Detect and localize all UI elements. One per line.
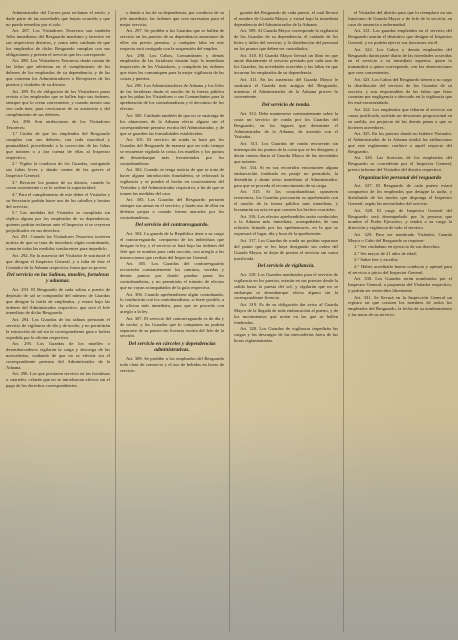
paragraph: Art. 331. Se llevará en la Inspección General un registro en que consten los nombres de todos los empleados del Resguardo, la fecha de su nombramiento y las notas de su servicio. <box>348 294 452 318</box>
paragraph: 1.° Cuidar de que los empleados del Resguardo cumplan con sus deberes, con toda exactitud y puntualidad, procediendo a la corrección de las faltas que notaren o a dar cuenta de ellas al Inspector respectivo; <box>6 131 110 160</box>
paragraph: Art. 330. Los Guardas serán nombrados por el Inspector General, a propuesta del Visitador respectivo, y podrán ser removidos libremente. <box>348 276 452 293</box>
text-column-2 <box>120 10 224 636</box>
section-heading: Organización personal del resguardo <box>358 174 442 181</box>
column-rule <box>115 10 116 632</box>
paragraph: Art. 315. Si los contrabandistas opusieren resistencia, los Guardas procurarán su aprehensión con el auxilio de la fuerza pública más inmediata, y levantarán un acta en que consten los hechos ocurridos. <box>234 189 338 213</box>
section-heading: Del servicio del contraresguardo. <box>135 222 209 229</box>
paragraph: Art. 312. Debe mantenerse constantemente sobre la costa un servicio de ronda por los Guardas del Resguardo, en los lugares que determine el Administrador de la Aduana, de acuerdo con el Visitador. <box>234 110 338 140</box>
paragraph: 4.° Haber acreditado buena conducta y aptitud para el servicio a juicio del Inspector General. <box>348 263 452 275</box>
paragraph: Art. 304. La guarda de la República tiene a su cargo el contraresguardo, compuesto de los individuos que designe la ley, y el servicio se hará bajo las órdenes del Jefe que se nombre para cada sección, con arreglo a las instrucciones que reciban del Inspector General. <box>120 231 224 260</box>
paragraph: 2.° Vigilar la conducta de los Guardas, castigando sus faltas leves y dando cuenta de las graves al Inspector General; <box>6 161 110 179</box>
column-rule <box>343 10 344 632</box>
paragraph: Art. 303. Los Guardas del Resguardo portarán siempre sus armas en el servicio, y harán uso de ellas en defensa propia o cuando fueren atacados por los contrabandistas. <box>120 197 224 220</box>
paragraph: Art. 297. Se prohíbe a los Guardas que se hallen de servicio en los puertos de su dependencia ausentarse de ellos sin previo permiso, y cualquier falta en este respecto será castigada con la suspensión del empleo. <box>120 28 224 52</box>
section-heading: Del servicio en cárceles y dependencias administrativas. <box>128 340 216 353</box>
paragraph: el Visitador del distrito para que lo reemplace en sus funciones de Guarda Mayor o de Jefe de la sección, en caso de ausencia o enfermedad. <box>348 10 452 27</box>
paragraph: Art. 288. Los Visitadores Tesoreros darán cuenta de las faltas que adviertan en el cumplimiento de los deberes de los empleados de su dependencia, y de las que cometan los Administradores o Receptores de los puertos y ciudades de su distrito. <box>6 58 110 88</box>
paragraph: Art. 289. Es de obligación de los Visitadores pasar revista a los empleados que se hallen bajo sus órdenes, siempre que lo crean conveniente, y cuando menos una vez cada mes, para cerciorarse de su asistencia y del cumplimiento de sus deberes. <box>6 88 110 118</box>
paragraph: Art. 294. Los Guardas de las salinas prestarán el servicio de vigilancia de día y de noche, y no permitirán la extracción de sal sin la correspondiente guía o boleta expedida por la oficina respectiva. <box>6 316 110 340</box>
paragraph: 3.° Saber leer y escribir; <box>354 257 399 263</box>
paragraph: 4.° Para el cumplimiento de este deber el Visitador y su Secretario podrán hacer uso de los caballos y bestias del servicio; <box>6 191 110 209</box>
paragraph: guarda del Resguardo de cada puerto, el cual llevará el nombre de Guarda Mayor, y estará bajo la inmediata dependencia del Administrador de la Aduana. <box>234 10 338 27</box>
paragraph: Art. 295. Los Guardas de los muelles o desembarcaderos vigilarán la carga y descarga de las mercaderías, cuidando de que no se efectúe sin el correspondiente permiso del Administrador de la Aduana. <box>6 341 110 370</box>
section-heading: Del servicio en las Salinas, muelles, fortalezas y aduanas. <box>6 272 110 284</box>
paragraph: Art. 293. El Resguardo de cada salina o puerto de depósito de sal se compondrá del número de Guardas que designe la tarifa de empleados, y estará bajo las órdenes del Administrador respectivo, que será el Jefe inmediato de dicho Resguardo. <box>6 286 110 316</box>
paragraph: Art. 318. Los Guardas nombrados para el servicio de vigilancia en los puertos, estarán en sus puestos desde la salida hasta la puesta del sol, y vigilarán que no se embarque ni desembarque efecto alguno sin la correspondiente licencia. <box>234 271 338 301</box>
paragraph: Art. 320. Los Guardas de vigilancia impedirán las cargas y las descargas de las mercaderías fuera de las horas reglamentarias. <box>234 326 338 343</box>
paragraph: Art. 298. Los Cabos, Comandantes y demás empleados de las fortalezas estarán bajo la inmediata inspección de los Visitadores, y cumplirán las órdenes que éstos les comuniquen para la mejor vigilancia de las costas y puertos. <box>120 52 224 82</box>
paragraph: 1.° Ser ciudadano en ejercicio de sus derechos; <box>354 244 441 250</box>
paragraph: Art. 317. Los Guardas de ronda no podrán separarse del punto que se les haya designado sin orden del Guarda Mayor, ni dejar de prestar el servicio sin causa justificada. <box>234 237 338 261</box>
paragraph: Art. 324. Los empleados que faltaren al servicio sin causa justificada, sufrirán un descuento proporcional en su sueldo, sin perjuicio de las demás penas a que se hicieren acreedores. <box>348 106 452 130</box>
paragraph: Art. 309. Al Guarda Mayor corresponde la vigilancia de los Guardas de su dependencia, el cuidado de los botes y útiles del servicio, y la distribución del personal en los puntos que deben ser custodiados. <box>234 28 338 52</box>
paragraph: Art. 325. En los puertos donde no hubiere Visitador, el Administrador de la Aduana tendrá las atribuciones que este reglamento confiere a aquél respecto del Resguardo. <box>348 131 452 154</box>
paragraph: 5.° Las medidas del Visitador se cumplirán sin réplica alguna por los empleados de su dependencia, quienes podrán reclamar ante el Inspector si se creyeren perjudicados en sus derechos. <box>6 210 110 233</box>
text-column-4 <box>348 10 452 636</box>
paragraph: Art. 300. Cuidarán también de que no se sustraiga de los almacenes de la Aduana efecto alguno sin el correspondiente permiso escrito del Administrador, y de que se guarden las formalidades establecidas. <box>120 112 224 136</box>
paragraph: Art. 321. Los guardas empleados en el servicio del Resguardo usarán el distintivo que designe el Inspector General, y no podrán ejercer sus funciones sin él. <box>348 28 452 46</box>
paragraph: 2.° Ser mayor de 21 años de edad; <box>354 250 417 256</box>
paragraph: Art. 311. En las ausencias del Guarda Mayor le sustituirá el Guarda más antiguo del Resguardo, mientras el Administrador de la Aduana provee lo conveniente. <box>234 76 338 100</box>
paragraph: Art. 291. Cuando los Visitadores Tesoreros tuvieren noticia de que se trata de introducir algún contrabando, tomarán todas las medidas conducentes para impedirlo. <box>6 234 110 252</box>
paragraph: Art. 322. Los Cabos y demás empleados del Resguardo darán parte diario de las novedades ocurridas en el servicio a su inmediato superior, quien lo transmitirá a quien corresponda, con las observaciones que crea convenientes. <box>348 46 452 76</box>
paragraph: Administrador del Correo para reclamar el envío, y darle parte de las novedades que hayan ocurrido y que no pueda remediar por sí solo. <box>6 10 110 27</box>
paragraph: Art. 326. Las licencias de los empleados del Resguardo se concederán por el Inspector General, previo informe del Visitador del distrito respectivo. <box>348 155 452 173</box>
paragraph: Art. 301. El servicio de ronda se hará por los Guardas del Resguardo de manera que en todo tiempo se encuentre vigilada la costa, los muelles y los puntos de desembarque más frecuentados por los contrabandistas. <box>120 137 224 166</box>
paragraph: Art. 313. Los Guardas de ronda recorrerán sin interrupción los puntos de la costa que se les designen, y darán cuenta diaria al Guarda Mayor de las novedades que notaren. <box>234 140 338 164</box>
paragraph: Art. 296. Los que prestaren servicio en las fortalezas o cuarteles, celarán que no se introduzcan efectos sin el pago de los derechos correspondientes. <box>6 371 110 389</box>
paragraph: Art. 287. Los Visitadores Tesoreros son también Jefes inmediatos del Resguardo marítimo y terrestre en sus respectivos distritos, y como tales cuidarán de que los empleados de dicho Resguardo cumplan con sus obligaciones y presten el servicio que les corresponde. <box>6 28 110 57</box>
paragraph: Art. 307. El servicio del contraresguardo es de día y de noche, y los Guardas que lo componen no podrán separarse de su puesto sin licencia escrita del Jefe de la sección. <box>120 315 224 339</box>
column-rule <box>229 10 230 632</box>
text-column-3 <box>234 10 338 636</box>
section-heading: Del servicio de vigilancia. <box>257 262 315 269</box>
paragraph: Art. 299. Los Administradores de Aduana y los Jefes de las fortalezas darán el auxilio de la fuerza pública que les pidan los Visitadores o sus Comandantes para la aprehensión de los contrabandistas y el decomiso de los efectos. <box>120 82 224 112</box>
text-column-1 <box>6 10 110 636</box>
paragraph: Art. 310. El Guarda Mayor llevará un libro en que anote diariamente el servicio prestado por cada uno de los Guardas, las novedades ocurridas y las faltas en que incurran los empleados de su dependencia. <box>234 52 338 76</box>
section-heading: Del servicio de ronda. <box>261 101 311 108</box>
paragraph: Art. 305. Los Guardas del contraresguardo recorrerán constantemente los caminos, veredas y demás puntos por donde puedan pasar los contrabandistas, y no permitirán el tránsito de efectos que no vayan acompañados de la guía respectiva. <box>120 261 224 291</box>
paragraph: Art. 319. Es de su obligación dar aviso al Guarda Mayor de la llegada de toda embarcación al puerto, y de los movimientos que noten en las que se hallen fondeadas. <box>234 301 338 325</box>
paragraph: Art. 316. Los efectos aprehendidos serán conducidos a la Aduana más inmediata, acompañados de una relación firmada por los aprehensores, en la que se expresará el lugar, día y hora de la aprehensión. <box>234 213 338 237</box>
paragraph: y dando a los de su dependencia, por conducto de su jefe inmediato, las órdenes que crea necesarias para el mejor servicio. <box>120 10 224 27</box>
paragraph: Art. 323. Los Cabos del Resguardo tienen a su cargo la distribución del servicio de los Guardas de su sección, y son responsables de las faltas que éstos cometan por negligencia o descuido en la vigilancia que les está encomendada. <box>348 76 452 106</box>
paragraph: Art. 308. Se prohíbe a los empleados del Resguardo toda clase de comercio y el uso de bebidas en horas de servicio. <box>120 355 224 373</box>
paragraph: Art. 314. Si en sus recorridos encontraren alguna embarcación fondeada en paraje no permitido, la detendrán y darán aviso inmediato al Administrador, para que se proceda al reconocimiento de su carga. <box>234 165 338 188</box>
paragraph: Art. 329. Para ser nombrado Visitador, Guarda Mayor o Cabo del Resguardo se requiere: <box>348 231 452 243</box>
paragraph: Art. 290. Son atribuciones de los Visitadores Tesoreros: <box>6 118 110 130</box>
paragraph: Art. 302. Cuando se tenga noticia de que se trata de hacer alguna introducción fraudulenta, se reforzará la vigilancia y se pondrá el hecho en conocimiento del Visitador y del Administrador respectivo, a fin de que se tomen las medidas del caso. <box>120 167 224 196</box>
paragraph: Art. 327. El Resguardo de cada puerto estará compuesto de los empleados que designe la tarifa, y distribuido de los modos que disponga el Inspector General, según las necesidades del servicio. <box>348 183 452 207</box>
paragraph: Art. 292. En la ausencia del Visitador le sustituirá el que designe el Inspector General, y a falta de éste el Contador de la Aduana respectiva, hasta que se provea. <box>6 252 110 270</box>
paragraph: Art. 328. El cargo de Inspector General del Resguardo será desempeñado por la persona que nombre el Poder Ejecutivo, y tendrá a su cargo la dirección y vigilancia de todo el servicio. <box>348 207 452 231</box>
paragraph: 3.° Recorrer los puntos de su distrito, cuando lo crean conveniente o se lo ordene la superioridad; <box>6 179 110 191</box>
paragraph: Art. 306. Cuando aprehendieren algún contrabando, lo conducirán con los contrabandistas, si fuere posible, a la oficina más inmediata, para que se proceda con arreglo a la ley. <box>120 291 224 315</box>
